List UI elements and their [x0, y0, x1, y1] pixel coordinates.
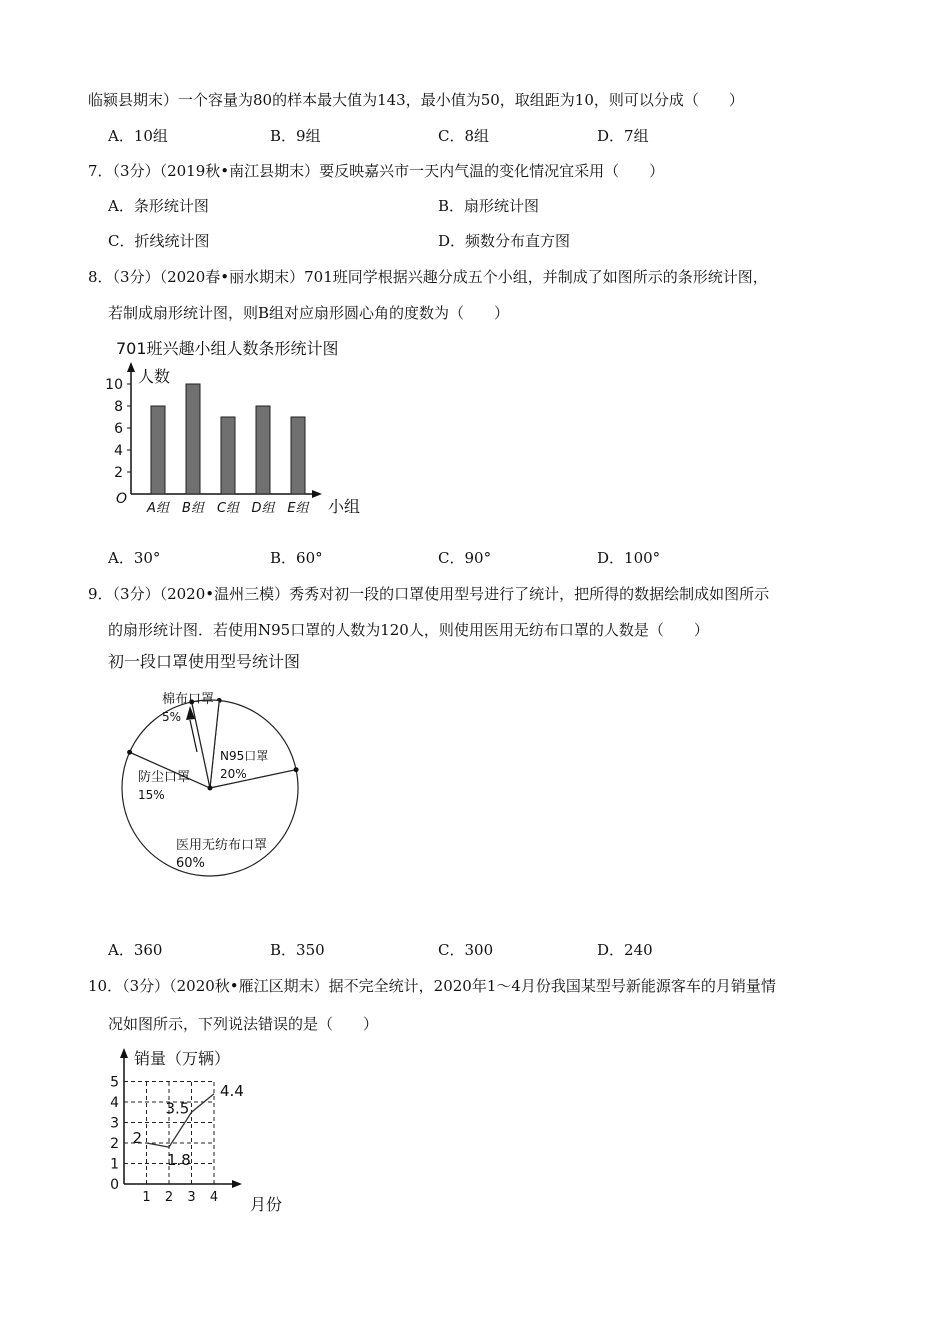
- q9-stem-line2: 的扇形统计图．若使用N95口罩的人数为120人，则使用医用无纺布口罩的人数是（ ）: [108, 621, 709, 639]
- bar-x-label: B组: [182, 501, 204, 516]
- q6-option-c: C．8组: [438, 127, 490, 145]
- q7-option-d: D．频数分布直方图: [438, 232, 571, 250]
- line-point-label: 1.8: [167, 1151, 191, 1170]
- pie-label-cotton: 棉布口罩: [162, 692, 215, 707]
- q9-stem-line1: 9．（3分）（2020•温州三模）秀秀对初一段的口罩使用型号进行了统计，把所得的数据绘制成如图所示: [88, 585, 770, 603]
- bar-x-label: E组: [287, 501, 309, 516]
- q8-option-d: D．100°: [597, 549, 661, 567]
- bar-x-label: C组: [216, 501, 240, 516]
- bar-x-label: D组: [251, 501, 275, 516]
- line-chart-ylabel: 销量（万辆）: [134, 1049, 231, 1068]
- pie-slice-boundary-dot: [127, 750, 132, 755]
- bar-1: [151, 406, 165, 494]
- line-y-tick-label: 4: [110, 1095, 119, 1111]
- pie-percent-medical: 60%: [176, 856, 205, 871]
- bar-y-tick-label: 6: [114, 421, 123, 437]
- q10-stem-line1: 10．（3分）（2020秋•雁江区期末）据不完全统计，2020年1～4月份我国某型号新能源客车的月销量情: [88, 977, 776, 995]
- pie-slice-boundary-dot: [294, 767, 299, 772]
- line-x-tick-label: 3: [187, 1190, 196, 1205]
- pie-chart: [100, 648, 340, 918]
- bar-3: [221, 417, 235, 494]
- q6-option-a: A．10组: [108, 127, 168, 145]
- q8-stem-line2: 若制成扇形统计图，则B组对应扇形圆心角的度数为（ ）: [108, 304, 510, 322]
- bar-chart-y-arrow: [127, 362, 135, 372]
- q9-option-c: C．300: [438, 941, 494, 959]
- q7-option-a: A．条形统计图: [108, 197, 209, 215]
- bar-y-tick-label: 8: [114, 399, 123, 415]
- line-point-label: 4.4: [220, 1081, 244, 1100]
- pie-percent-n95: 20%: [220, 767, 247, 781]
- q10-stem-line2: 况如图所示，下列说法错误的是（ ）: [108, 1015, 379, 1033]
- pie-label-dust: 防尘口罩: [138, 770, 191, 785]
- bar-y-tick-label: 4: [114, 443, 123, 459]
- bar-y-tick-label: 2: [114, 465, 123, 481]
- bar-5: [291, 417, 305, 494]
- line-x-tick-label: 2: [164, 1190, 174, 1205]
- pie-center-dot: [208, 786, 213, 791]
- line-y-tick-label: 1: [110, 1156, 119, 1173]
- bar-2: [186, 384, 200, 494]
- q8-option-b: B．60°: [270, 549, 323, 567]
- bar-chart-title: 701班兴趣小组人数条形统计图: [116, 339, 339, 358]
- line-y-tick-label: 2: [110, 1136, 119, 1152]
- line-chart-y-arrow: [120, 1048, 128, 1058]
- q6-stem: 临颍县期末）一个容量为80的样本最大值为143，最小值为50，取组距为10，则可以分成（ ）: [88, 91, 744, 109]
- bar-x-label: A组: [147, 501, 169, 516]
- q8-option-c: C．90°: [438, 549, 492, 567]
- bar-chart-origin: O: [116, 491, 128, 507]
- bar-chart: [100, 334, 380, 524]
- pie-percent-cotton: 5%: [162, 710, 182, 724]
- line-y-tick-label: 5: [110, 1074, 119, 1091]
- line-x-tick-label: 1: [142, 1190, 151, 1205]
- line-y-tick-label: 3: [110, 1115, 119, 1132]
- bar-4: [256, 406, 270, 494]
- bar-chart-xlabel: 小组: [328, 497, 361, 516]
- q6-option-d: D．7组: [597, 127, 649, 145]
- pie-percent-dust: 15%: [138, 788, 165, 802]
- q6-option-b: B．9组: [270, 127, 321, 145]
- line-point-label: 2: [132, 1129, 143, 1147]
- line-chart-x-arrow: [232, 1180, 242, 1188]
- line-point-label: 3.5: [165, 1099, 190, 1118]
- q7-option-c: C．折线统计图: [108, 232, 210, 250]
- pie-label-medical: 医用无纺布口罩: [176, 838, 268, 853]
- q9-option-d: D．240: [597, 941, 653, 959]
- bar-chart-x-arrow: [312, 490, 322, 498]
- line-chart: [100, 1040, 320, 1220]
- pie-chart-title: 初一段口罩使用型号统计图: [108, 652, 301, 671]
- line-y-tick-label: 0: [110, 1177, 119, 1193]
- bar-chart-ylabel: 人数: [138, 367, 171, 386]
- line-chart-xlabel: 月份: [250, 1195, 283, 1214]
- q7-stem: 7．（3分）（2019秋•南江县期末）要反映嘉兴市一天内气温的变化情况宜采用（ ）: [88, 162, 665, 180]
- line-x-tick-label: 4: [209, 1190, 219, 1205]
- q8-option-a: A．30°: [108, 549, 161, 567]
- q9-option-b: B．350: [270, 941, 325, 959]
- pie-label-n95: N95口罩: [220, 749, 269, 763]
- q9-option-a: A．360: [108, 941, 163, 959]
- bar-y-tick-label: 10: [105, 377, 123, 393]
- q8-stem-line1: 8．（3分）（2020春•丽水期末）701班同学根据兴趣分成五个小组，并制成了如图所示的条形统计图，: [88, 268, 768, 286]
- q7-option-b: B．扇形统计图: [438, 197, 540, 215]
